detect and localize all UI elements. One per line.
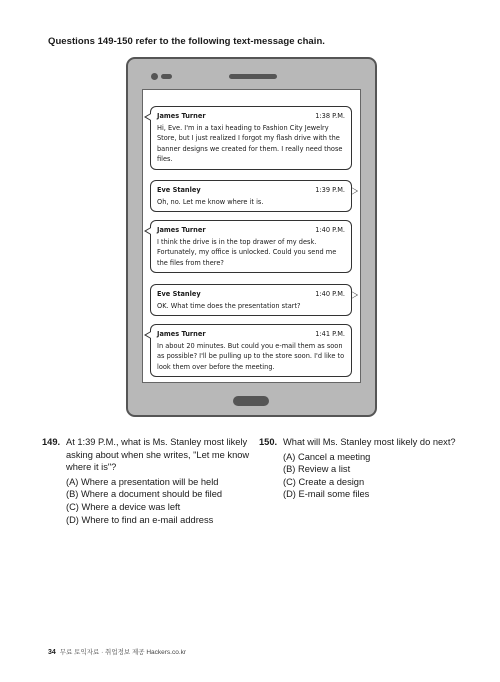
sensor-icon: [161, 74, 172, 79]
message-sender: James Turner: [157, 330, 206, 338]
bubble-tail-right: [351, 187, 358, 195]
home-button-icon: [233, 396, 269, 406]
answer-option-d[interactable]: (D) Where to find an e-mail address: [66, 514, 214, 525]
message-sender: Eve Stanley: [157, 290, 201, 298]
message-time: 1:40 P.M.: [315, 290, 345, 298]
question-set-heading: Questions 149-150 refer to the following text-message chain.: [48, 36, 325, 47]
bubble-tail-right: [351, 291, 358, 299]
message-time: 1:38 P.M.: [315, 112, 345, 120]
question-149: [42, 436, 252, 526]
answer-options: [283, 451, 474, 501]
message-text: OK. What time does the presentation start?: [157, 301, 301, 310]
message-time: 1:41 P.M.: [315, 330, 345, 338]
footer-text: 무료 토익자료 · 취업정보 제공 Hackers.co.kr: [59, 649, 187, 656]
answer-option-a[interactable]: (A) Where a presentation will be held: [66, 476, 219, 487]
message-time: 1:39 P.M.: [315, 186, 345, 194]
message-time: 1:40 P.M.: [315, 226, 345, 234]
message-bubble: [150, 106, 352, 170]
message-bubble: [150, 324, 352, 377]
question-stem: What will Ms. Stanley most likely do next?: [283, 437, 456, 447]
message-text: In about 20 minutes. But could you e-mail them as soon as possible? I'll be pulling up to the store soon. I'd like to look them over before the meeting.: [157, 341, 345, 371]
answer-option-b[interactable]: (B) Where a document should be filed: [66, 489, 223, 500]
answer-option-d[interactable]: (D) E-mail some files: [283, 489, 370, 500]
page-footer: [48, 647, 186, 656]
answer-option-a[interactable]: (A) Cancel a meeting: [283, 451, 371, 462]
message-bubble: [150, 180, 352, 212]
page-number: 34: [48, 649, 56, 656]
answer-option-c[interactable]: (C) Create a design: [283, 476, 365, 487]
answer-option-c[interactable]: (C) Where a device was left: [66, 501, 181, 512]
question-number: 150.: [259, 437, 278, 447]
question-number: 149.: [42, 437, 61, 447]
bubble-tail-left: [144, 331, 151, 339]
message-text: Hi, Eve. I'm in a taxi heading to Fashion City Jewelry Store, but I just realized I forgot my flash drive with the banner designs we created for them. I really need those files.: [157, 123, 343, 164]
question-150: [259, 436, 474, 501]
answer-option-b[interactable]: (B) Review a list: [283, 464, 351, 475]
bubble-tail-left: [144, 227, 151, 235]
bubble-tail-left: [144, 113, 151, 121]
message-sender: James Turner: [157, 226, 206, 234]
phone-screen: [142, 89, 361, 383]
camera-icon: [151, 73, 158, 80]
message-text: I think the drive is in the top drawer of my desk. Fortunately, my office is unlocked. Could you send me the files from there?: [157, 237, 337, 267]
message-sender: Eve Stanley: [157, 186, 201, 194]
message-bubble: [150, 220, 352, 273]
answer-options: [66, 476, 252, 526]
message-bubble: [150, 284, 352, 316]
phone-illustration: [126, 57, 377, 417]
message-text: Oh, no. Let me know where it is.: [157, 197, 264, 206]
question-stem: At 1:39 P.M., what is Ms. Stanley most likely asking about when she writes, "Let me know where it is"?: [66, 437, 250, 473]
speaker-icon: [229, 74, 277, 79]
message-sender: James Turner: [157, 112, 206, 120]
